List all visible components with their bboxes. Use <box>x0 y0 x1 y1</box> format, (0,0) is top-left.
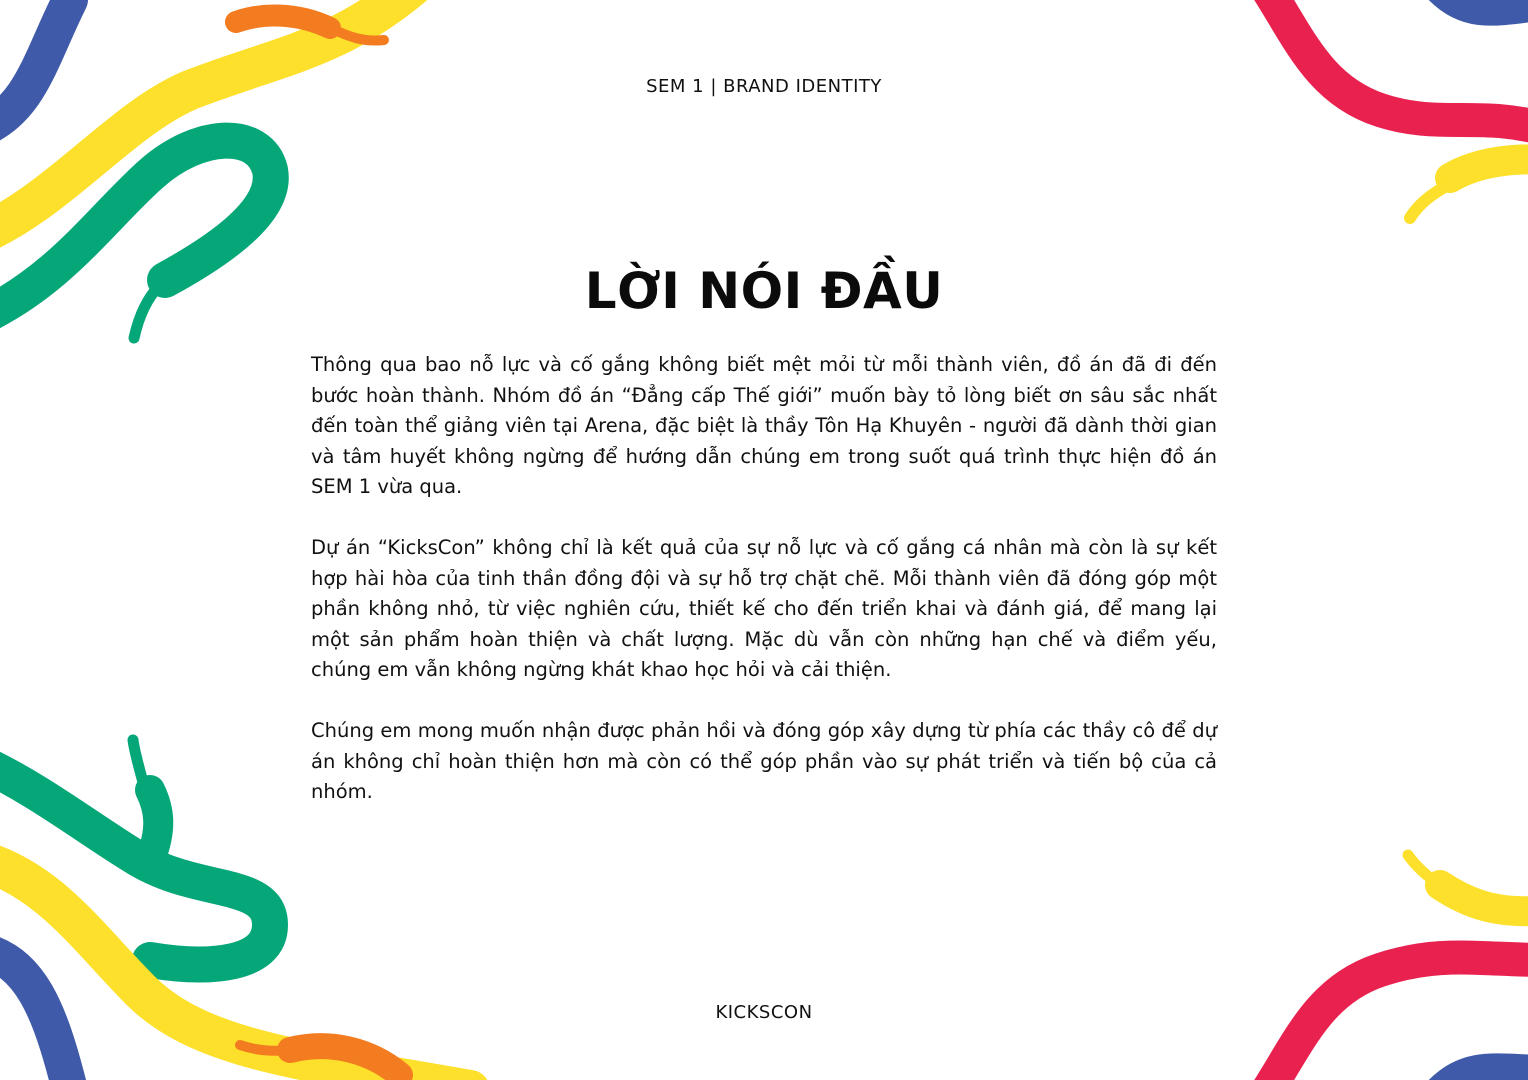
page-header: SEM 1 | BRAND IDENTITY <box>646 76 882 97</box>
green-lace-end-bottom-left <box>150 790 158 860</box>
paragraph-1: Thông qua bao nỗ lực và cố gắng không biết mệt mỏi từ mỗi thành viên, đồ án đã đi đến bước hoàn thành. Nhóm đồ án “Đẳng cấp Thế giới” muốn bày tỏ lòng biết ơn sâu sắc nhất đến toàn thể giảng viên tại Arena, đặc biệt là thầy Tôn Hạ Khuyên - người đã dành thời gian và tâm huyết không ngừng để hướng dẫn chúng em trong suốt quá trình thực hiện đồ án SEM 1 vừa qua. <box>311 353 1217 498</box>
yellow-lace-tip-top-right <box>1410 185 1448 218</box>
green-lace-bottom-left <box>0 762 270 964</box>
yellow-lace-top-right <box>1450 159 1528 178</box>
orange-lace-top-left <box>236 15 330 28</box>
page-footer: KICKSCON <box>715 1002 813 1023</box>
yellow-lace-bottom-right <box>1440 885 1528 911</box>
blue-lace-top-left <box>0 0 70 130</box>
blue-lace-bottom-right <box>1440 1068 1528 1080</box>
page-title: LỜI NÓI ĐẦU <box>584 262 944 320</box>
paragraph-3: Chúng em mong muốn nhận được phản hồi và đóng góp xây dựng từ phía các thầy cô để dự án không chỉ hoàn thiện hơn mà còn có thể góp phần vào sự phát triển và tiến bộ của cả nhóm. <box>311 719 1217 803</box>
preface-body <box>311 350 1217 838</box>
paragraph-2: Dự án “KicksCon” không chỉ là kết quả của sự nỗ lực và cố gắng cá nhân mà còn là sự kết hợp hài hòa của tinh thần đồng đội và sự hỗ trợ chặt chẽ. Mỗi thành viên đã đóng góp một phần không nhỏ, từ việc nghiên cứu, thiết kế cho đến triển khai và đánh giá, để mang lại một sản phẩm hoàn thiện và chất lượng. Mặc dù vẫn còn những hạn chế và điểm yếu, chúng em vẫn không ngừng khát khao học hỏi và cải thiện. <box>311 536 1217 681</box>
blue-lace-top-right <box>1440 0 1528 11</box>
yellow-lace-tip-bottom-right <box>1408 855 1440 885</box>
orange-lace-tip-bottom-left <box>240 1045 290 1051</box>
